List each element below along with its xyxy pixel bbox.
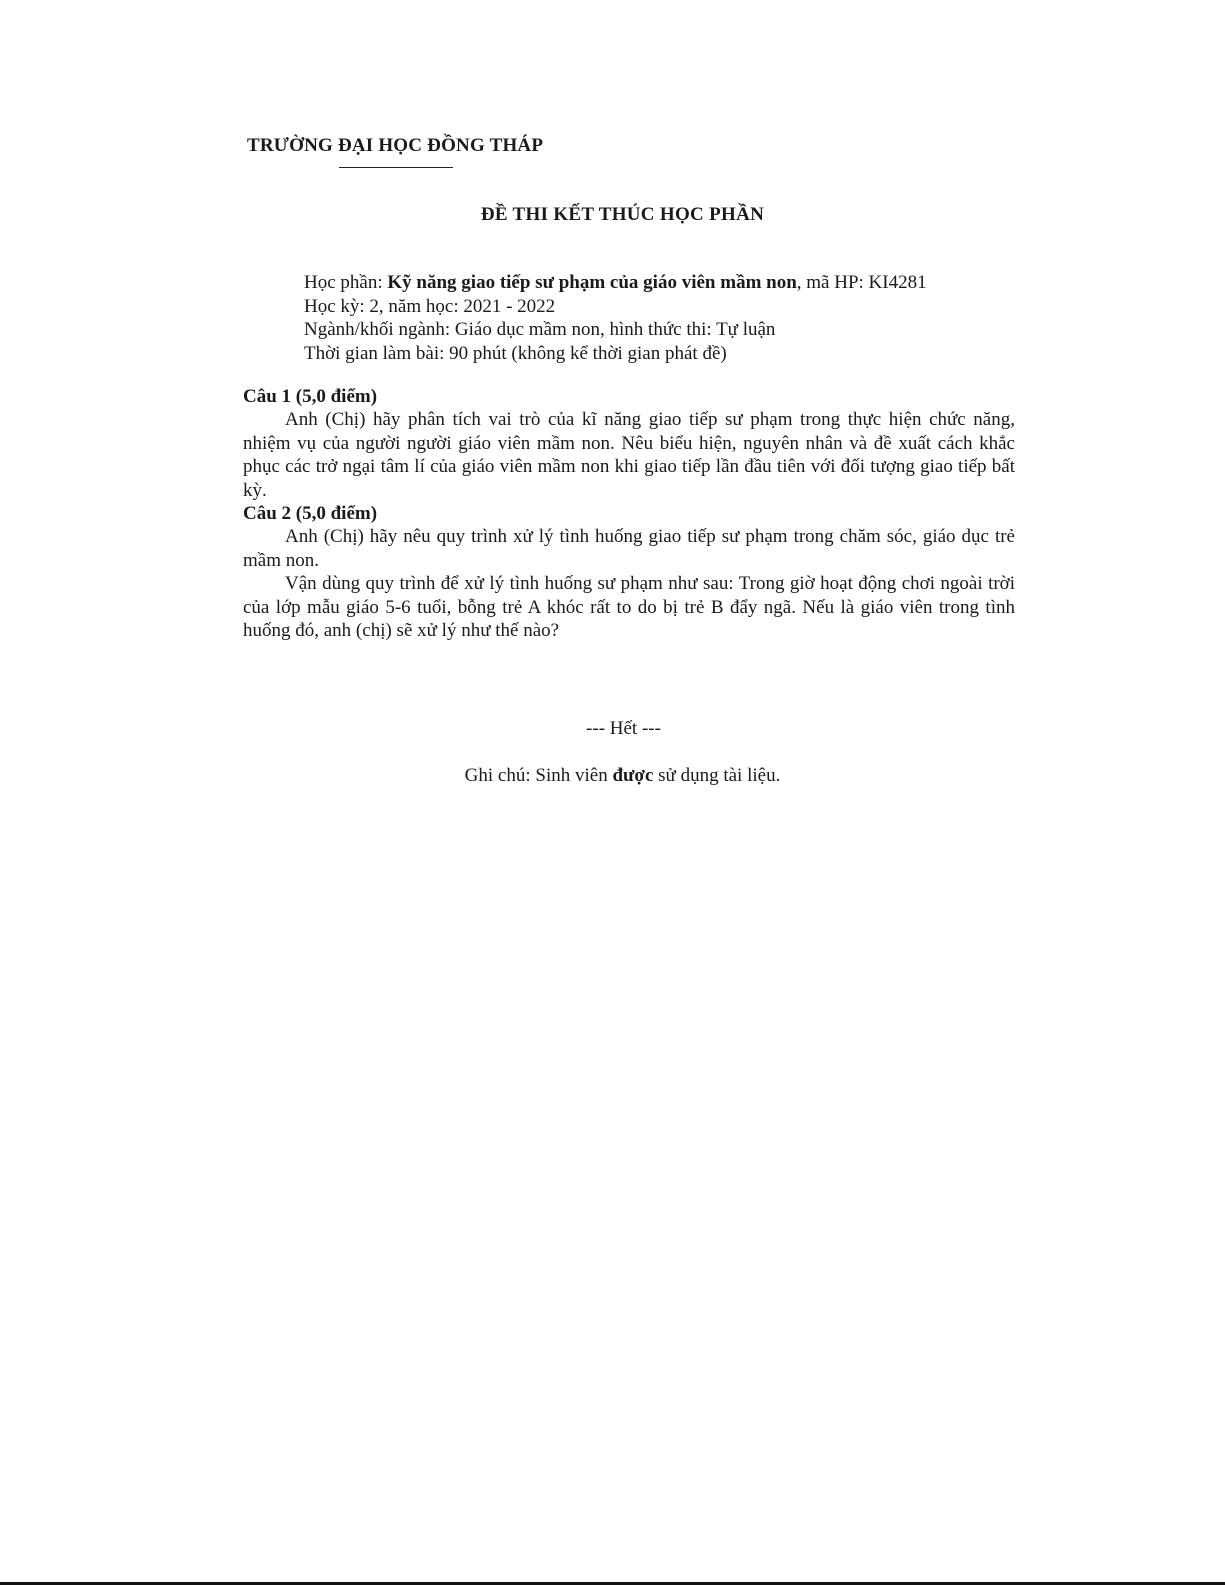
question-1-text: Anh (Chị) hãy phân tích vai trò của kĩ năng giao tiếp sư phạm trong thực hiện chức năng, nhiệm vụ của người người giáo viên mầm non. Nêu biểu hiện, nguyên nhân và đề xuất cách khắc phục các trở ngại tâm lí của giáo viên mầm non khi giao tiếp lần đầu tiên với đối tượng giao tiếp bất kỳ. [243, 409, 1015, 501]
semester-line: Học kỳ: 2, năm học: 2021 - 2022 [304, 295, 556, 317]
course-info [304, 271, 927, 365]
question-2-scenario: Vận dùng quy trình để xử lý tình huống sư phạm như sau: Trong giờ hoạt động chơi ngoài trời của lớp mẫu giáo 5-6 tuổi, bỗng trẻ A khóc rất to do bị trẻ B đẩy ngã. Nếu là giáo viên trong tình huống đó, anh (chị) sẽ xử lý như thế nào? [243, 573, 1015, 642]
school-name: TRƯỜNG ĐẠI HỌC ĐỒNG THÁP [247, 135, 544, 156]
note-suffix: sử dụng tài liệu. [653, 765, 781, 786]
course-line [304, 271, 927, 295]
course-name: Kỹ năng giao tiếp sư phạm của giáo viên mầm non [387, 272, 797, 293]
school-underline [339, 167, 453, 168]
question-2-text: Anh (Chị) hãy nêu quy trình xử lý tình huống giao tiếp sư phạm trong chăm sóc, giáo dục trẻ mầm non. [243, 526, 1015, 571]
note-line [0, 765, 1225, 787]
major-line: Ngành/khối ngành: Giáo dục mầm non, hình thức thi: Tự luận [304, 319, 776, 340]
note-prefix: Ghi chú: Sinh viên [464, 765, 613, 786]
question-1-heading: Câu 1 (5,0 điểm) [243, 386, 378, 407]
course-code: , mã HP: KI4281 [796, 272, 927, 293]
duration-line: Thời gian làm bài: 90 phút (không kể thời gian phát đề) [304, 342, 727, 364]
end-mark: --- Hết --- [586, 718, 661, 739]
question-2-heading: Câu 2 (5,0 điểm) [243, 503, 378, 525]
exam-title: ĐỀ THI KẾT THÚC HỌC PHẦN [480, 204, 765, 225]
questions-section [243, 385, 1015, 642]
course-prefix: Học phần: [304, 272, 388, 293]
note-bold: được [612, 765, 654, 786]
